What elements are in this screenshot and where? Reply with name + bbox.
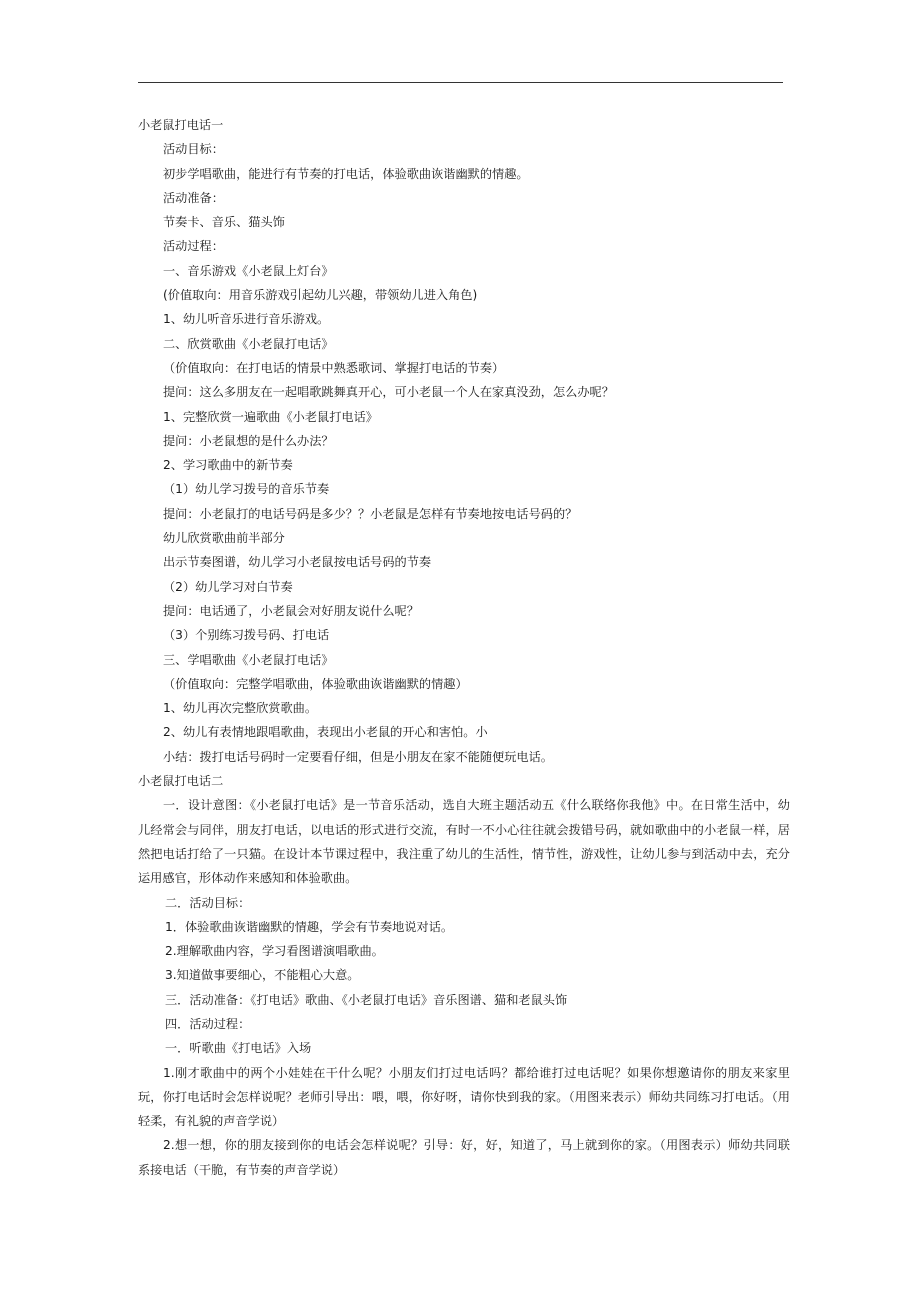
- body-line: 一、音乐游戏《小老鼠上灯台》: [163, 263, 334, 278]
- design-intent-paragraph: 一．设计意图：《小老鼠打电话》是一节音乐活动，选自大班主题活动五《什么联络你我他》中。在日常生活中，幼儿经常会与同伴，朋友打电话，以电话的形式进行交流，有时一不小心往往就会拨错号码，就如歌曲中的小老鼠一样，居然把电话打给了一只猫。在设计本节课过程中，我注重了幼儿的生活性，情节性，游戏性，让幼儿参与到活动中去，充分运用感官，形体动作来感知和体验歌曲。: [138, 798, 790, 886]
- body-line: （价值取向：完整学唱歌曲，体验歌曲诙谐幽默的情趣）: [163, 676, 468, 691]
- body-line: 2.理解歌曲内容，学习看图谱演唱歌曲。: [165, 944, 384, 959]
- body-line: 活动过程：: [163, 239, 224, 254]
- document-body: [138, 113, 790, 1182]
- section2-title: 小老鼠打电话二: [138, 774, 224, 789]
- body-line: 1．体验歌曲诙谐幽默的情趣，学会有节奏地说对话。: [165, 919, 454, 934]
- body-line: 初步学唱歌曲，能进行有节奏的打电话，体验歌曲诙谐幽默的情趣。: [163, 166, 529, 181]
- body-line: 二．活动目标：: [165, 895, 251, 910]
- body-line: 三．活动准备：《打电话》歌曲、《小老鼠打电话》音乐图谱、猫和老鼠头饰: [165, 992, 568, 1007]
- body-line: 小结：拨打电话号码时一定要看仔细，但是小朋友在家不能随便玩电话。: [163, 749, 553, 764]
- body-line: 幼儿欣赏歌曲前半部分: [163, 531, 285, 546]
- body-line: 出示节奏图谱，幼儿学习小老鼠按电话号码的节奏: [163, 555, 432, 570]
- body-line: (价值取向：用音乐游戏引起幼儿兴趣，带领幼儿进入角色): [163, 288, 478, 303]
- section1-title: 小老鼠打电话一: [138, 118, 224, 132]
- body-line: 一．听歌曲《打电话》入场: [165, 1041, 312, 1056]
- step2-paragraph: 2.想一想，你的朋友接到你的电话会怎样说呢？引导：好，好，知道了，马上就到你的家。（用图表示）师幼共同联系接电话（干脆，有节奏的声音学说）: [138, 1138, 790, 1177]
- body-line: 提问：小老鼠打的电话号码是多少？？小老鼠是怎样有节奏地按电话号码的？: [163, 506, 578, 521]
- body-line: 节奏卡、音乐、猫头饰: [163, 215, 285, 230]
- body-line: 3.知道做事要细心，不能粗心大意。: [165, 968, 360, 983]
- body-line: （1）幼儿学习拨号的音乐节奏: [163, 482, 330, 497]
- body-line: 提问：这么多朋友在一起唱歌跳舞真开心，可小老鼠一个人在家真没劲，怎么办呢？: [163, 385, 614, 400]
- body-line: 提问：小老鼠想的是什么办法？: [163, 433, 334, 448]
- body-line: （2）幼儿学习对白节奏: [163, 579, 293, 594]
- header-rule: [138, 82, 783, 83]
- body-line: 活动目标：: [163, 142, 224, 157]
- body-line: 二、欣赏歌曲《小老鼠打电话》: [163, 336, 334, 351]
- body-line: 四．活动过程：: [165, 1016, 251, 1031]
- body-line: 提问：电话通了，小老鼠会对好朋友说什么呢？: [163, 603, 419, 618]
- body-line: 1、完整欣赏一遍歌曲《小老鼠打电话》: [163, 409, 378, 424]
- body-line: （3）个别练习拨号码、打电话: [163, 628, 330, 643]
- body-line: 三、学唱歌曲《小老鼠打电话》: [163, 652, 334, 667]
- step1-paragraph: 1.刚才歌曲中的两个小娃娃在干什么呢？小朋友们打过电话吗？都给谁打过电话呢？如果你想邀请你的朋友来家里玩，你打电话时会怎样说呢？老师引导出：喂，喂，你好呀，请你快到我的家。（用图来表示）师幼共同练习打电话。（用轻柔，有礼貌的声音学说）: [138, 1065, 790, 1129]
- body-line: 活动准备：: [163, 190, 224, 205]
- body-line: 1、幼儿听音乐进行音乐游戏。: [163, 312, 330, 327]
- body-line: 2、学习歌曲中的新节奏: [163, 458, 293, 473]
- body-line: 2、幼儿有表情地跟唱歌曲，表现出小老鼠的开心和害怕。小: [163, 725, 488, 740]
- body-line: （价值取向：在打电话的情景中熟悉歌词、掌握打电话的节奏）: [163, 360, 505, 375]
- body-line: 1、幼儿再次完整欣赏歌曲。: [163, 701, 318, 716]
